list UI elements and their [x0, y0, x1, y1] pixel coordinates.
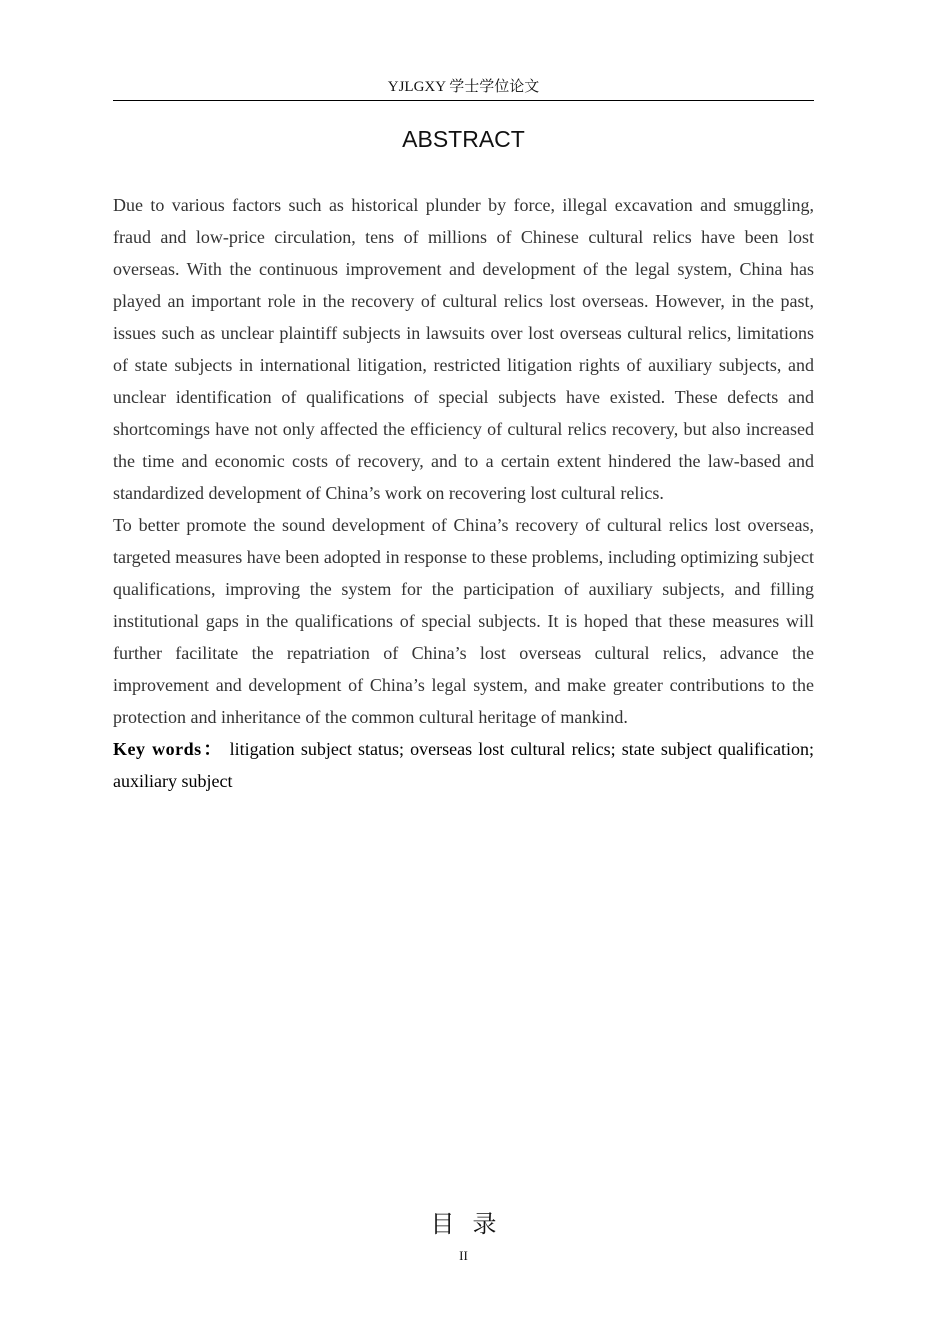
abstract-body: [113, 189, 814, 797]
abstract-paragraph-1: Due to various factors such as historical plunder by force, illegal excavation and smuggling, fraud and low-price circulation, tens of millions of Chinese cultural relics have been lost overseas. With the continuous improvement and development of the legal system, China has played an important role in the recovery of cultural relics lost overseas. However, in the past, issues such as unclear plaintiff subjects in lawsuits over lost overseas cultural relics, limitations of state subjects in international litigation, restricted litigation rights of auxiliary subjects, and unclear identification of qualifications of special subjects have existed. These defects and shortcomings have not only affected the efficiency of cultural relics recovery, but also increased the time and economic costs of recovery, and to a certain extent hindered the law-based and standardized development of China’s work on recovering lost cultural relics.: [113, 195, 814, 503]
page-number: II: [459, 1248, 468, 1263]
keywords-line: [113, 733, 814, 797]
abstract-title: ABSTRACT: [402, 126, 525, 152]
header-rule: [113, 100, 814, 101]
toc-heading: 目录: [430, 1210, 515, 1238]
keywords-label: Key words：: [113, 739, 224, 759]
running-header: YJLGXY 学士学位论文: [387, 79, 540, 95]
keywords-text: litigation subject status; overseas lost cultural relics; state subject qualification; auxiliary subject: [113, 739, 815, 791]
abstract-paragraph-2: To better promote the sound development of China’s recovery of cultural relics lost overseas, targeted measures have been adopted in response to these problems, including optimizing subject qualifications, improving the system for the participation of auxiliary subjects, and filling institutional gaps in the qualifications of special subjects. It is hoped that these measures will further facilitate the repatriation of China’s lost overseas cultural relics, advance the improvement and development of China’s legal system, and make greater contributions to the protection and inheritance of the common cultural heritage of mankind.: [113, 515, 814, 727]
